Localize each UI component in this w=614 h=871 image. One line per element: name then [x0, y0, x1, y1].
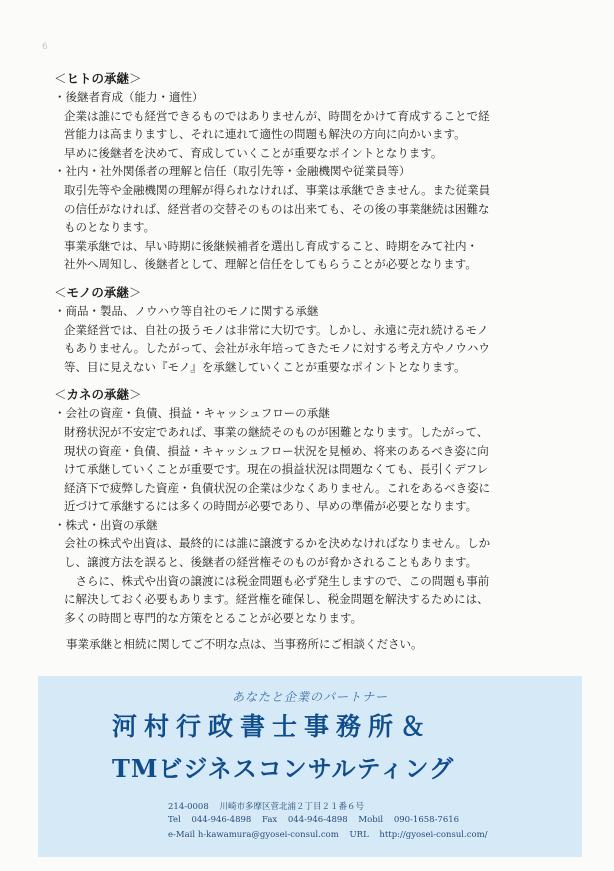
- url-label: URL: [349, 830, 369, 840]
- paragraph-line: 企業は誰にでも経営できるものではありませんが、時間をかけて育成することで経: [64, 108, 490, 123]
- closing-note: 事業承継と相続に関してご不明な点は、当事務所にご相談ください。: [66, 637, 423, 652]
- paragraph-line: けて承継していくことが重要です。現在の損益状況は問題なくても、長引くデフレ: [64, 462, 489, 477]
- page-number: 6: [42, 42, 48, 52]
- tel-number: 044-946-4898: [191, 815, 252, 825]
- paragraph-line: し、譲渡方法を誤ると、後継者の経営権そのものが脅かされることもあります。: [64, 555, 478, 570]
- bullet-title: ・後継者育成（能力・適性）: [54, 90, 204, 104]
- paragraph-line: 企業経営では、自社の扱うモノは非常に大切です。しかし、永遠に売れ続けるモノ: [64, 322, 489, 337]
- mobil-number: 090-1658-7616: [393, 815, 460, 825]
- paragraph-line: 会社の株式や出資は、最終的には誰に譲渡するかを決めなければなりません。しか: [64, 536, 491, 551]
- address-line: [168, 800, 372, 812]
- office-name: 河村行政書士事務所＆: [112, 712, 433, 741]
- paragraph-line: 経済下で疲弊した資産・負債状況の企業は少なくありません。これをあるべき姿に: [64, 480, 491, 495]
- bullet-title: ・会社の資産・負債、損益・キャッシュフローの承継: [54, 406, 330, 421]
- paragraph-line: もありません。したがって、会社が永年培ってきたモノに対する考え方やノウハウ: [64, 341, 490, 356]
- email-label: e-Mail: [168, 830, 196, 840]
- tel-label: Tel: [168, 815, 181, 825]
- paragraph-line: 財務状況が不安定であれば、事業の継続そのものが困難となります。したがって、: [64, 424, 489, 439]
- section-heading-mono: ＜モノの承継＞: [54, 284, 142, 300]
- section-heading-hito: ＜ヒトの承継＞: [54, 71, 142, 86]
- address: 川崎市多摩区菅北浦２丁目２１番６号: [219, 802, 364, 812]
- paragraph-line: 社外へ周知し、後継者として、理解と信任をしてもらうことが必要となります。: [64, 257, 477, 272]
- paragraph-line: 早めに後継者を決めて、育成していくことが重要なポイントとなります。: [64, 145, 443, 160]
- paragraph-line: 近づけて承継するには多くの時間が必要であり、早めの準備が必要となります。: [64, 499, 478, 514]
- fax-label: Fax: [262, 815, 278, 825]
- paragraph-line: の信任がなければ、経営者の交替そのものは出来ても、その後の事業継続は困難な: [64, 201, 490, 216]
- bullet-title: ・商品・製品、ノウハウ等自社のモノに関する承継: [54, 303, 319, 318]
- mobil-label: Mobil: [358, 815, 384, 825]
- footer-banner: [38, 676, 582, 857]
- consulting-name: TMビジネスコンサルティング: [112, 754, 455, 783]
- paragraph-line: ものとなります。: [64, 220, 156, 235]
- document-body: [52, 70, 572, 653]
- paragraph-line: 営能力は高まりますし、それに連れて適性の問題も解決の方向に向かいます。: [64, 127, 466, 142]
- postal-code: 214-0008: [168, 802, 209, 812]
- contact-line: [168, 830, 496, 840]
- website-url[interactable]: http://gyosei-consul.com/: [379, 830, 488, 840]
- fax-number: 044-946-4898: [287, 815, 348, 825]
- paragraph-line: 取引先等や金融機関の理解が得られなければ、事業は承継できません。また従業員: [64, 182, 491, 197]
- paragraph-line: 事業承継では、早い時期に後継候補者を選出し育成すること、時期をみて社内・: [64, 238, 478, 253]
- paragraph-line: に解決しておく必要もあります。経営権を確保し、税金問題を解決するためには、: [64, 592, 489, 607]
- paragraph-line: さらに、株式や出資の譲渡には税金問題も必ず発生しますので、この問題も事前: [64, 573, 490, 588]
- tagline: あなたと企業のパートナー: [231, 690, 388, 704]
- section-heading-kane: ＜カネの承継＞: [54, 387, 142, 403]
- paragraph-line: 多くの時間と専門的な方策をとることが必要となります。: [64, 610, 363, 625]
- bullet-title: ・株式・出資の承継: [54, 517, 158, 532]
- paragraph-line: 等、目に見えない『モノ』を承継していくことが重要なポイントとなります。: [64, 359, 466, 374]
- paragraph-line: 現状の資産・負債、損益・キャッシュフロー状況を見極め、将来のあるべき姿に向: [64, 443, 489, 458]
- phone-line: [168, 815, 467, 825]
- email-address[interactable]: h-kawamura@gyosei-consul.com: [197, 830, 339, 840]
- bullet-title: ・社内・社外関係者の理解と信任（取引先等・金融機関や従業員等）: [54, 164, 411, 179]
